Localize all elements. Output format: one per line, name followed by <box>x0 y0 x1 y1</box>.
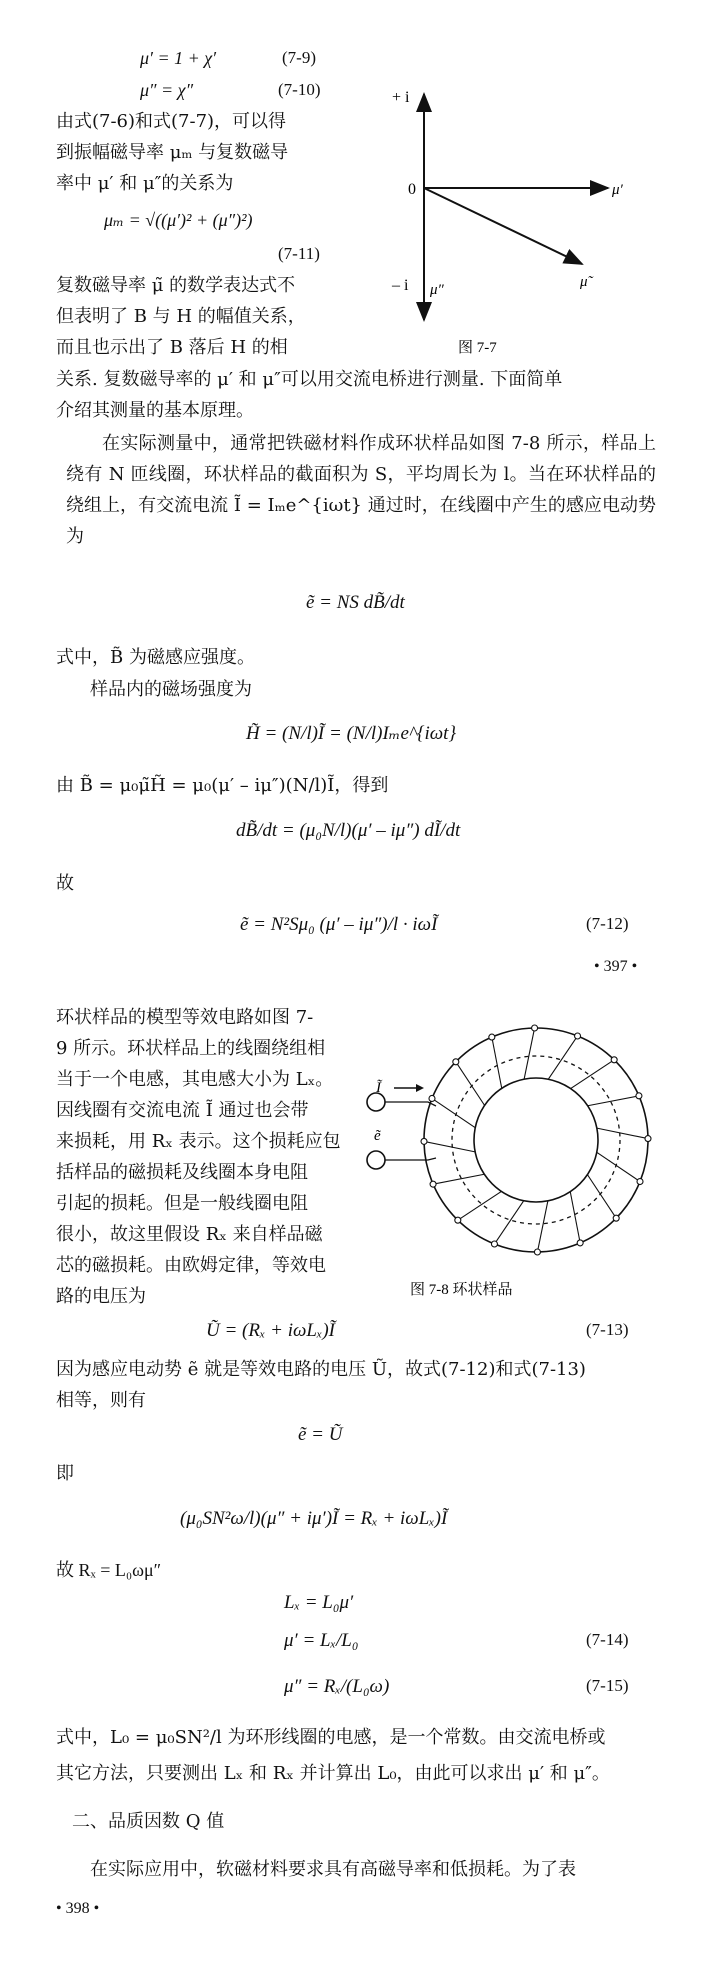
winding-turn <box>597 1128 648 1138</box>
text-line: 引起的损耗。但是一般线圈电阻 <box>56 1193 308 1214</box>
text-line: 因为感应电动势 ẽ 就是等效电路的电压 Ũ，故式(7-12)和式(7-13) <box>56 1359 586 1380</box>
winding-turn <box>570 1192 580 1243</box>
current-arrowhead <box>416 1084 424 1092</box>
text-line: 介绍其测量的基本原理。 <box>56 400 254 421</box>
winding-turn <box>548 1036 577 1079</box>
equation-Lx: Lₓ = L₀μ′ <box>284 1592 354 1613</box>
equation-7-14: μ′ = Lₓ/L₀ <box>284 1630 359 1651</box>
label-plus-i: + i <box>392 89 410 106</box>
winding-knot <box>453 1059 459 1065</box>
complex-permeability-vector <box>424 188 582 264</box>
equation-number-7-14: (7-14) <box>586 1630 629 1649</box>
equation-dB-dt: dB̃/dt = (μ₀N/l)(μ′ – iμ″) dĨ/dt <box>236 820 461 841</box>
text-line: 相等，则有 <box>56 1390 146 1411</box>
label-mu-prime: μ′ <box>612 182 623 198</box>
equation-long: (μ₀SN²ω/l)(μ″ + iμ′)Ĩ = Rₓ + iωLₓ)Ĩ <box>180 1508 448 1529</box>
winding-knot <box>534 1249 540 1255</box>
text-line: 但表明了 B 与 H 的幅值关系， <box>56 306 306 327</box>
terminal-bottom <box>367 1151 385 1169</box>
page-number: • 397 • <box>594 958 638 975</box>
winding-knot <box>611 1057 617 1063</box>
equation-7-10: μ″ = χ″ <box>140 80 194 100</box>
label-mu-tilde: μ̃ <box>580 274 588 290</box>
text-line: 路的电压为 <box>56 1286 146 1307</box>
text-line: 而且也示出了 B 落后 H 的相 <box>56 337 288 358</box>
page-number: • 398 • <box>56 1900 100 1917</box>
figure-caption: 图 7-8 环状样品 <box>410 1282 513 1298</box>
winding-turn <box>588 1096 639 1106</box>
equation-number-7-15: (7-15) <box>586 1676 629 1695</box>
equation-7-9: μ′ = 1 + χ′ <box>140 48 217 68</box>
winding-turn <box>537 1201 547 1252</box>
lead-wire-bottom <box>385 1158 436 1160</box>
equation-emf: ẽ = NS dB̃/dt <box>306 592 405 613</box>
paragraph: 在实际测量中，通常把铁磁材料作成环状样品如图 7-8 所示，样品上绕有 N 匝线圈，环状样品的截面积为 S，平均周长为 l。当在环状样品的绕组上，有交流电流 Ĩ = Iₘe^{iωt} 通过时，在线圈中产生的感应电动势为 <box>66 433 656 547</box>
text-line: 因线圈有交流电流 Ĩ 通过也会带 <box>56 1100 309 1121</box>
winding-knot <box>429 1095 435 1101</box>
section-heading: 二、品质因数 Q 值 <box>72 1811 225 1832</box>
equation-7-13: Ũ = (Rₓ + iωLₓ)Ĩ <box>206 1320 336 1341</box>
text-line: 在实际应用中，软磁材料要求具有高磁导率和低损耗。为了表 <box>90 1859 576 1880</box>
ring-mean-path <box>452 1056 620 1224</box>
winding-knot <box>489 1034 495 1040</box>
label-emf: ẽ <box>374 1128 381 1144</box>
winding-turn <box>433 1174 484 1184</box>
winding-knot <box>645 1136 651 1142</box>
text-line: 即 <box>56 1463 74 1484</box>
text-line: 复数磁导率 μ̃ 的数学表达式不 <box>56 275 296 296</box>
equation-7-15: μ″ = Rₓ/(L₀ω) <box>284 1676 390 1697</box>
ring-inner-edge <box>474 1078 598 1202</box>
equation-number-7-13: (7-13) <box>586 1320 629 1339</box>
text-line: 由 B̃ = μ₀μ̃H̃ = μ₀(μ′ – iμ″)(N/l)Ĩ，得到 <box>56 775 389 796</box>
figure-caption: 图 7-7 <box>458 340 497 356</box>
label-current: Ĩ <box>376 1080 381 1096</box>
winding-turn <box>458 1191 502 1220</box>
equation-7-12: ẽ = N²Sμ₀ (μ′ – iμ″)/l · iωĨ <box>240 914 438 935</box>
winding-turn <box>524 1028 534 1079</box>
winding-knot <box>455 1217 461 1223</box>
label-origin: 0 <box>408 181 416 198</box>
text-line: 当于一个电感，其电感大小为 Lₓ。 <box>56 1069 334 1090</box>
text-line: 很小，故这里假设 Rₓ 来自样品磁 <box>56 1224 323 1245</box>
winding-knot <box>577 1240 583 1246</box>
winding-turn <box>571 1060 615 1089</box>
label-minus-i: – i <box>392 277 409 294</box>
winding-knot <box>491 1241 497 1247</box>
label-mu-double-prime: μ″ <box>430 282 444 298</box>
text-line: 来损耗，用 Rₓ 表示。这个损耗应包 <box>56 1131 341 1152</box>
winding-turn <box>456 1062 485 1106</box>
text-line: 故 <box>56 873 74 894</box>
text-line: 式中，B̃ 为磁感应强度。 <box>56 647 255 668</box>
equation-e-equals-u: ẽ = Ũ <box>298 1424 343 1445</box>
winding-turn <box>424 1141 475 1151</box>
text-line: 率中 μ′ 和 μ″的关系为 <box>56 173 234 194</box>
text-line: 其它方法，只要测出 Lₓ 和 Rₓ 并计算出 L₀，由此可以求出 μ′ 和 μ″。 <box>56 1763 610 1784</box>
equation-number-7-11: (7-11) <box>278 244 320 263</box>
text-line: 由式(7-6)和式(7-7)，可以得 <box>56 111 287 132</box>
text-line: 环状样品的模型等效电路如图 7- <box>56 1007 314 1028</box>
winding-knot <box>613 1215 619 1221</box>
text-line: 9 所示。环状样品上的线圈绕组相 <box>56 1038 326 1059</box>
text-line: 式中，L₀ = μ₀SN²/l 为环形线圈的电感，是一个常数。由交流电桥或 <box>56 1727 606 1748</box>
winding-knot <box>636 1093 642 1099</box>
figure-7-7 <box>380 80 650 370</box>
text-line: 故 Rₓ = L₀ωμ″ <box>56 1560 162 1580</box>
text-line: 关系. 复数磁导率的 μ′ 和 μ″可以用交流电桥进行测量. 下面简单 <box>56 369 563 390</box>
winding-knot <box>430 1181 436 1187</box>
equation-7-11: μₘ = √((μ′)² + (μ″)²) <box>104 210 253 230</box>
equation-number-7-9: (7-9) <box>282 48 316 67</box>
winding-knot <box>575 1033 581 1039</box>
text-line: 括样品的磁损耗及线圈本身电阻 <box>56 1162 308 1183</box>
winding-knot <box>421 1138 427 1144</box>
winding-turn <box>587 1175 616 1219</box>
coil-windings <box>421 1025 651 1255</box>
text-line: 芯的磁损耗。由欧姆定律，等效电 <box>56 1255 326 1276</box>
winding-turn <box>492 1037 502 1088</box>
text-line: 样品内的磁场强度为 <box>90 679 252 700</box>
winding-knot <box>637 1179 643 1185</box>
winding-knot <box>532 1025 538 1031</box>
figure-7-8 <box>354 1010 654 1310</box>
text-line: 到振幅磁导率 μₘ 与复数磁导 <box>56 142 289 163</box>
equation-number-7-10: (7-10) <box>278 80 321 99</box>
winding-turn <box>494 1201 523 1244</box>
equation-field-strength: H̃ = (N/l)Ĩ = (N/l)Iₘe^{iωt} <box>246 723 457 744</box>
equation-number-7-12: (7-12) <box>586 914 629 933</box>
lead-wire-top <box>385 1102 436 1106</box>
